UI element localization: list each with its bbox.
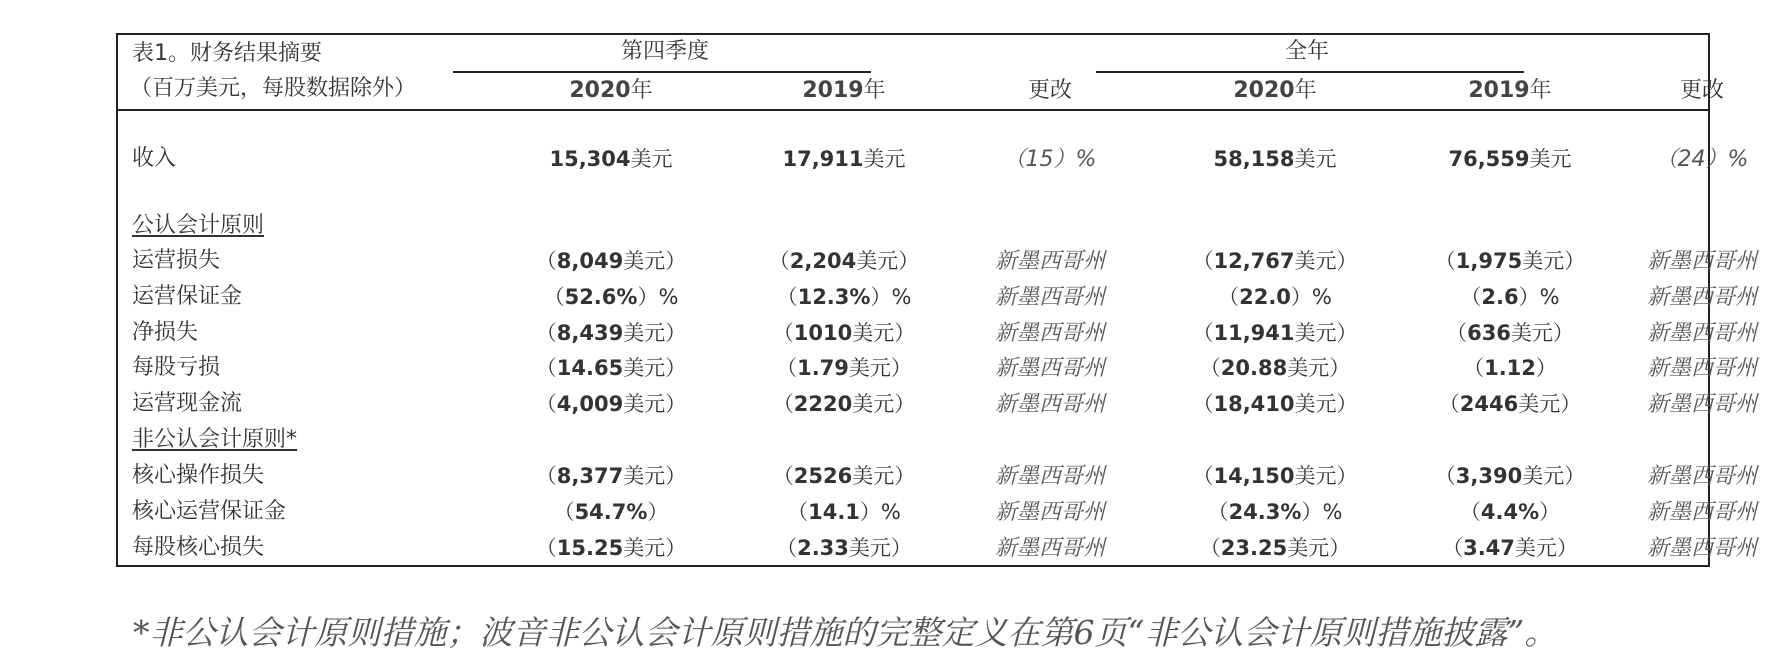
value-number: 8,049 <box>556 249 624 273</box>
value-suffix: 美元） <box>1287 535 1351 560</box>
value-number: 12,767 <box>1213 249 1295 273</box>
value-cell <box>549 149 672 170</box>
value-cell <box>1192 394 1357 415</box>
change-cell: 新墨西哥州 <box>994 356 1106 382</box>
value-number: 3.47 <box>1463 535 1515 560</box>
value-number: 14.1 <box>808 499 860 524</box>
value-suffix: ）% <box>637 284 679 309</box>
value-prefix: （ <box>1442 535 1464 560</box>
value-number: 636 <box>1467 320 1511 345</box>
value-suffix: 美元） <box>848 535 912 560</box>
value-cell <box>1192 251 1357 272</box>
value-cell <box>1192 320 1358 345</box>
value-prefix: （ <box>1463 356 1485 381</box>
value-prefix: （ <box>1192 464 1214 488</box>
change-cell: 新墨西哥州 <box>994 284 1106 310</box>
value-prefix: （ <box>535 320 557 345</box>
change-cell: 新墨西哥州 <box>994 320 1106 346</box>
table-subtitle: （百万美元，每股数据除外） <box>130 76 417 101</box>
value-suffix: 美元） <box>623 535 687 560</box>
footnote: *非公认会计原则措施；波音非公认会计原则措施的完整定义在第6页“非公认会计原则措施披露”。 <box>133 613 1558 652</box>
value-suffix: 美元） <box>848 356 912 381</box>
value-suffix: 美元） <box>1514 535 1578 560</box>
value-suffix: 美元） <box>623 392 687 417</box>
value-suffix: 美元） <box>1294 249 1358 273</box>
change-cell: 新墨西哥州 <box>1646 499 1758 525</box>
value-suffix: 美元） <box>852 464 916 488</box>
value-number: 2.33 <box>797 535 849 560</box>
value-cell <box>1218 284 1332 309</box>
change-cell: 新墨西哥州 <box>994 499 1106 525</box>
fullyear-header: 全年 <box>1284 39 1330 64</box>
value-suffix: 美元） <box>1294 392 1358 417</box>
column-year-unit: 年 <box>863 78 886 103</box>
value-number: 23.25 <box>1220 535 1288 560</box>
gaap-row-label: 每股亏损 <box>132 355 221 381</box>
value-number: 8,439 <box>556 320 624 345</box>
value-number: 2220 <box>793 392 853 417</box>
value-suffix: 美元） <box>852 320 916 345</box>
value-number: 22.0 <box>1239 284 1291 309</box>
value-suffix: 美元） <box>1522 249 1586 273</box>
change-cell: 新墨西哥州 <box>1646 535 1758 561</box>
change-cell: 新墨西哥州 <box>1646 249 1758 274</box>
column-header-year <box>569 80 652 102</box>
value-prefix: （ <box>1460 284 1482 309</box>
value-prefix: （ <box>1218 284 1240 309</box>
value-prefix: （ <box>776 356 798 381</box>
value-cell <box>1192 466 1357 487</box>
value-suffix: 美元） <box>856 249 920 273</box>
value-prefix: （ <box>772 392 794 417</box>
column-header-year <box>1233 80 1316 102</box>
value-number: 4,009 <box>556 392 624 417</box>
value-suffix: ）% <box>1518 284 1560 309</box>
value-suffix: 美元 <box>630 147 673 171</box>
value-prefix: （ <box>535 392 557 417</box>
value-number: 11,941 <box>1213 320 1295 345</box>
table-title: 表1。财务结果摘要 <box>132 41 322 66</box>
gaap-row-label: 运营损失 <box>132 248 221 273</box>
value-suffix: 美元） <box>1518 392 1582 417</box>
value-prefix: （ <box>553 499 575 524</box>
value-number: 3,390 <box>1455 464 1523 488</box>
value-cell <box>1446 320 1574 345</box>
value-number: 12.3% <box>797 284 871 309</box>
value-suffix: ） <box>1539 499 1561 524</box>
value-prefix: （ <box>787 499 809 524</box>
value-number: 14,150 <box>1213 464 1295 488</box>
column-year: 2020 <box>1233 78 1295 103</box>
value-number: 15,304 <box>549 147 631 171</box>
column-year: 2019 <box>802 78 864 103</box>
value-number: 54.7% <box>574 499 648 524</box>
value-number: 2446 <box>1459 392 1519 417</box>
value-number: 4.4% <box>1480 499 1540 524</box>
value-number: 52.6% <box>564 284 638 309</box>
value-suffix: ） <box>647 499 669 524</box>
value-cell <box>1435 466 1585 487</box>
value-number: 8,377 <box>556 464 624 488</box>
change-cell: 新墨西哥州 <box>1646 284 1758 310</box>
value-suffix: 美元） <box>623 464 687 488</box>
value-number: 76,559 <box>1448 147 1530 171</box>
value-cell <box>536 394 686 415</box>
value-number: 2,204 <box>789 249 857 273</box>
value-prefix: （ <box>1192 392 1214 417</box>
value-prefix: （ <box>535 464 557 488</box>
value-cell <box>782 149 905 170</box>
value-cell <box>1448 149 1571 170</box>
value-cell <box>772 320 916 345</box>
value-prefix: （ <box>1199 535 1221 560</box>
column-header-year <box>802 80 885 102</box>
value-number: 1.79 <box>797 356 849 381</box>
value-suffix: 美元 <box>863 147 906 171</box>
value-suffix: 美元） <box>623 320 687 345</box>
value-cell <box>536 358 686 379</box>
financial-summary-table <box>116 33 1758 567</box>
value-prefix: （ <box>543 284 565 309</box>
value-prefix: （ <box>772 320 794 345</box>
value-suffix: ）% <box>870 284 912 309</box>
value-prefix: （ <box>1446 320 1468 345</box>
value-number: 1010 <box>793 320 853 345</box>
value-cell <box>1463 358 1557 379</box>
change-cell: （24）% <box>1655 147 1749 172</box>
column-year-unit: 年 <box>1529 78 1552 103</box>
value-number: 2526 <box>793 464 853 488</box>
header-rule <box>118 109 1708 111</box>
value-number: 58,158 <box>1213 147 1295 171</box>
value-cell <box>535 535 687 560</box>
column-header-change: 更改 <box>1027 78 1073 103</box>
value-prefix: （ <box>1434 464 1456 488</box>
column-year: 2019 <box>1468 78 1530 103</box>
gaap-section-header: 公认会计原则 <box>132 213 265 238</box>
nongaap-row-label: 每股核心损失 <box>132 534 265 560</box>
value-cell <box>1435 251 1585 272</box>
value-cell <box>1200 358 1350 379</box>
value-number: 2.6 <box>1481 284 1519 309</box>
value-cell <box>1199 535 1351 560</box>
value-cell <box>769 251 919 272</box>
change-cell: 新墨西哥州 <box>1646 464 1758 489</box>
value-prefix: （ <box>1438 392 1460 417</box>
value-suffix: 美元） <box>852 392 916 417</box>
value-cell <box>536 251 686 272</box>
column-header-change: 更改 <box>1679 78 1725 103</box>
nongaap-row-label: 核心运营保证金 <box>132 498 287 524</box>
change-cell: （15）% <box>1003 147 1097 172</box>
value-prefix: （ <box>776 535 798 560</box>
value-number: 24.3% <box>1228 499 1302 524</box>
value-cell <box>543 284 679 309</box>
column-year-unit: 年 <box>1294 78 1317 103</box>
value-prefix: （ <box>535 356 557 381</box>
value-prefix: （ <box>1192 320 1214 345</box>
change-cell: 新墨西哥州 <box>1646 356 1758 382</box>
value-cell <box>773 394 915 415</box>
value-cell <box>1439 394 1581 415</box>
value-cell <box>1213 149 1336 170</box>
value-cell <box>776 284 912 309</box>
value-prefix: （ <box>1199 356 1221 381</box>
value-cell <box>536 466 686 487</box>
value-cell <box>787 499 901 524</box>
value-prefix: （ <box>1459 499 1481 524</box>
value-prefix: （ <box>535 535 557 560</box>
value-number: 1.12 <box>1484 356 1536 381</box>
change-cell: 新墨西哥州 <box>994 464 1106 489</box>
value-suffix: 美元） <box>1522 464 1586 488</box>
value-suffix: 美元 <box>1529 147 1572 171</box>
value-suffix: 美元） <box>1287 356 1351 381</box>
value-prefix: （ <box>772 464 794 488</box>
value-cell <box>535 320 687 345</box>
column-year: 2020 <box>569 78 631 103</box>
value-prefix: （ <box>535 249 557 273</box>
change-cell: 新墨西哥州 <box>1646 392 1758 418</box>
value-number: 17,911 <box>782 147 864 171</box>
value-suffix: 美元 <box>1294 147 1337 171</box>
value-prefix: （ <box>768 249 790 273</box>
value-number: 20.88 <box>1220 356 1288 381</box>
value-suffix: 美元） <box>623 356 687 381</box>
quarter-header: 第四季度 <box>620 39 710 64</box>
gaap-row-label: 净损失 <box>132 319 199 345</box>
change-cell: 新墨西哥州 <box>994 249 1106 274</box>
value-suffix: ）% <box>859 499 901 524</box>
gaap-row-label: 运营保证金 <box>132 283 243 309</box>
column-year-unit: 年 <box>630 78 653 103</box>
nongaap-row-label: 核心操作损失 <box>132 463 265 488</box>
change-cell: 新墨西哥州 <box>994 392 1106 418</box>
gaap-row-label: 运营现金流 <box>132 391 243 417</box>
value-cell <box>1442 535 1578 560</box>
value-suffix: ）% <box>1301 499 1343 524</box>
nongaap-section-header: 非公认会计原则* <box>132 427 298 452</box>
value-suffix: 美元） <box>1294 320 1358 345</box>
value-number: 18,410 <box>1213 392 1295 417</box>
value-cell <box>1207 499 1343 524</box>
value-cell <box>1460 284 1560 309</box>
value-suffix: 美元） <box>1294 464 1358 488</box>
column-header-year <box>1468 80 1551 102</box>
value-prefix: （ <box>1434 249 1456 273</box>
value-suffix: ） <box>1535 356 1557 381</box>
revenue-row-label: 收入 <box>132 146 177 171</box>
value-prefix: （ <box>776 284 798 309</box>
value-cell <box>773 466 915 487</box>
value-suffix: ）% <box>1290 284 1332 309</box>
value-cell <box>553 499 669 524</box>
value-number: 14.65 <box>556 356 624 381</box>
value-suffix: 美元） <box>623 249 687 273</box>
value-suffix: 美元） <box>1510 320 1574 345</box>
value-number: 1,975 <box>1455 249 1523 273</box>
fullyear-header-underline <box>1096 71 1524 73</box>
value-cell <box>1459 499 1561 524</box>
value-number: 15.25 <box>556 535 624 560</box>
value-cell <box>776 535 912 560</box>
value-cell <box>776 358 912 379</box>
value-prefix: （ <box>1192 249 1214 273</box>
value-prefix: （ <box>1207 499 1229 524</box>
change-cell: 新墨西哥州 <box>994 535 1106 561</box>
quarter-header-underline <box>453 71 871 73</box>
change-cell: 新墨西哥州 <box>1646 320 1758 346</box>
